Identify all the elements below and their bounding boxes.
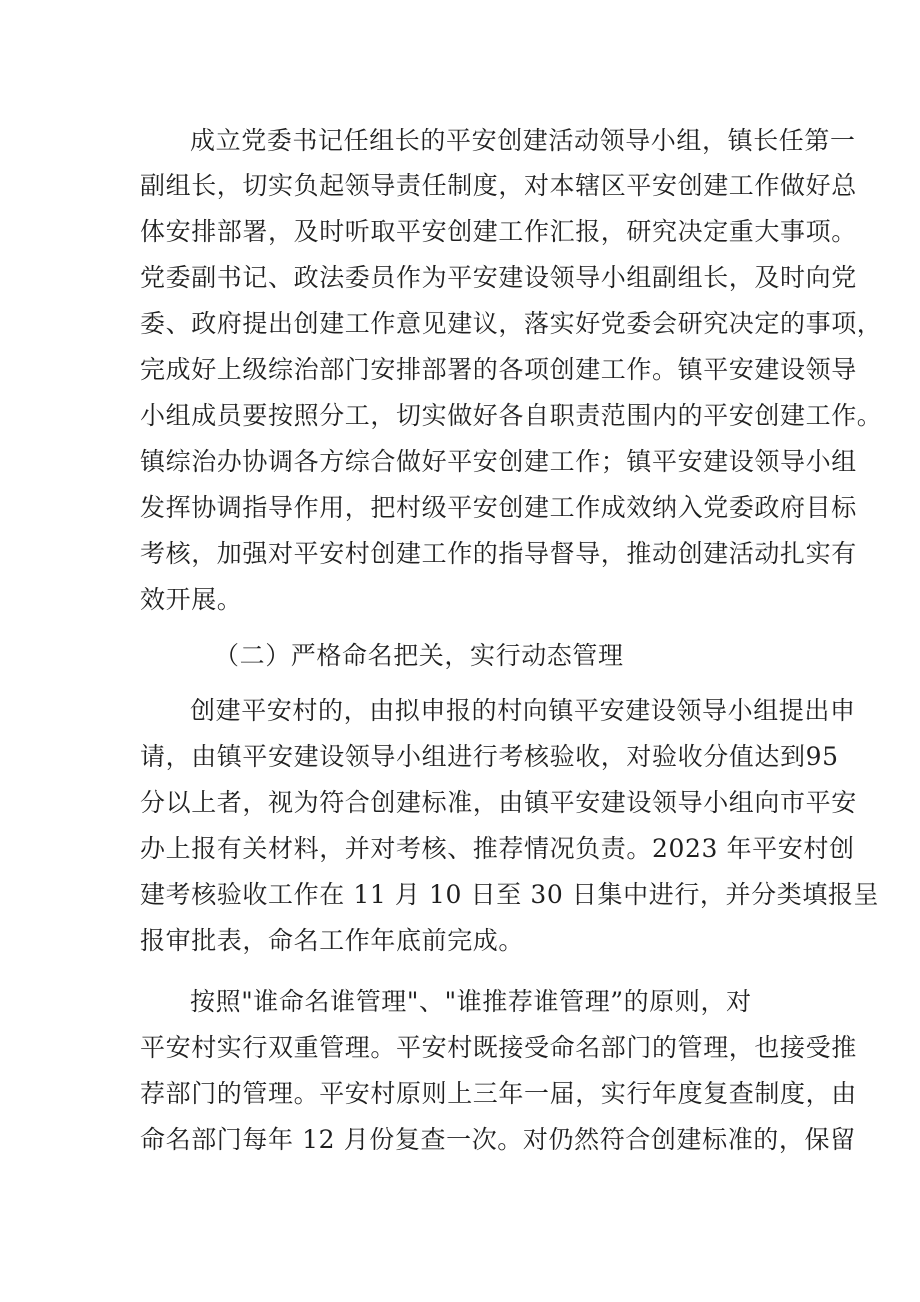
- paragraph-2-line-1: 创建平安村的，由拟申报的村向镇平安建设领导小组提出申: [190, 696, 856, 725]
- paragraph-1-line-3: 体安排部署，及时听取平安创建工作汇报，研究决定重大事项。: [140, 217, 857, 246]
- paragraph-2-line-3: 分以上者，视为符合创建标准，由镇平安建设领导小组向市平安: [140, 788, 857, 817]
- paragraph-1-line-6: 完成好上级综治部门安排部署的各项创建工作。镇平安建设领导: [140, 355, 857, 384]
- paragraph-3-line-1: 按照"谁命名谁管理"、"谁推荐谁管理”的原则，对: [190, 987, 752, 1016]
- paragraph-3-line-3: 荐部门的管理。平安村原则上三年一届，实行年度复查制度，由: [140, 1079, 857, 1108]
- paragraph-2-line-6: 报审批表，命名工作年底前完成。: [140, 926, 525, 955]
- paragraph-1-line-7: 小组成员要按照分工，切实做好各自职责范围内的平安创建工作。: [140, 401, 883, 430]
- paragraph-2-line-2: 请，由镇平安建设领导小组进行考核验收，对验收分值达到95: [140, 742, 839, 771]
- paragraph-1-line-11: 效开展。: [140, 585, 243, 614]
- paragraph-1-line-8: 镇综治办协调各方综合做好平安创建工作；镇平安建设领导小组: [140, 447, 857, 476]
- paragraph-1-line-10: 考核，加强对平安村创建工作的指导督导，推动创建活动扎实有: [140, 539, 857, 568]
- paragraph-1-line-1: 成立党委书记任组长的平安创建活动领导小组，镇长任第一: [190, 126, 856, 155]
- paragraph-1-line-2: 副组长，切实负起领导责任制度，对本辖区平安创建工作做好总: [140, 171, 857, 200]
- paragraph-3-line-4: 命名部门每年 12 月份复查一次。对仍然符合创建标准的，保留: [140, 1125, 856, 1154]
- paragraph-1-line-9: 发挥协调指导作用，把村级平安创建工作成效纳入党委政府目标: [140, 493, 857, 522]
- paragraph-1-line-4: 党委副书记、政法委员作为平安建设领导小组副组长，及时向党: [140, 263, 857, 292]
- paragraph-1-line-5: 委、政府提出创建工作意见建议，落实好党委会研究决定的事项，: [140, 309, 883, 338]
- section-heading: （二）严格命名把关，实行动态管理: [214, 641, 624, 670]
- paragraph-2-line-4: 办上报有关材料，并对考核、推荐情况负责。2023 年平安村创: [140, 834, 855, 863]
- paragraph-3-line-2: 平安村实行双重管理。平安村既接受命名部门的管理，也接受推: [140, 1033, 857, 1062]
- paragraph-2-line-5: 建考核验收工作在 11 月 10 日至 30 日集中进行，并分类填报呈: [140, 880, 880, 909]
